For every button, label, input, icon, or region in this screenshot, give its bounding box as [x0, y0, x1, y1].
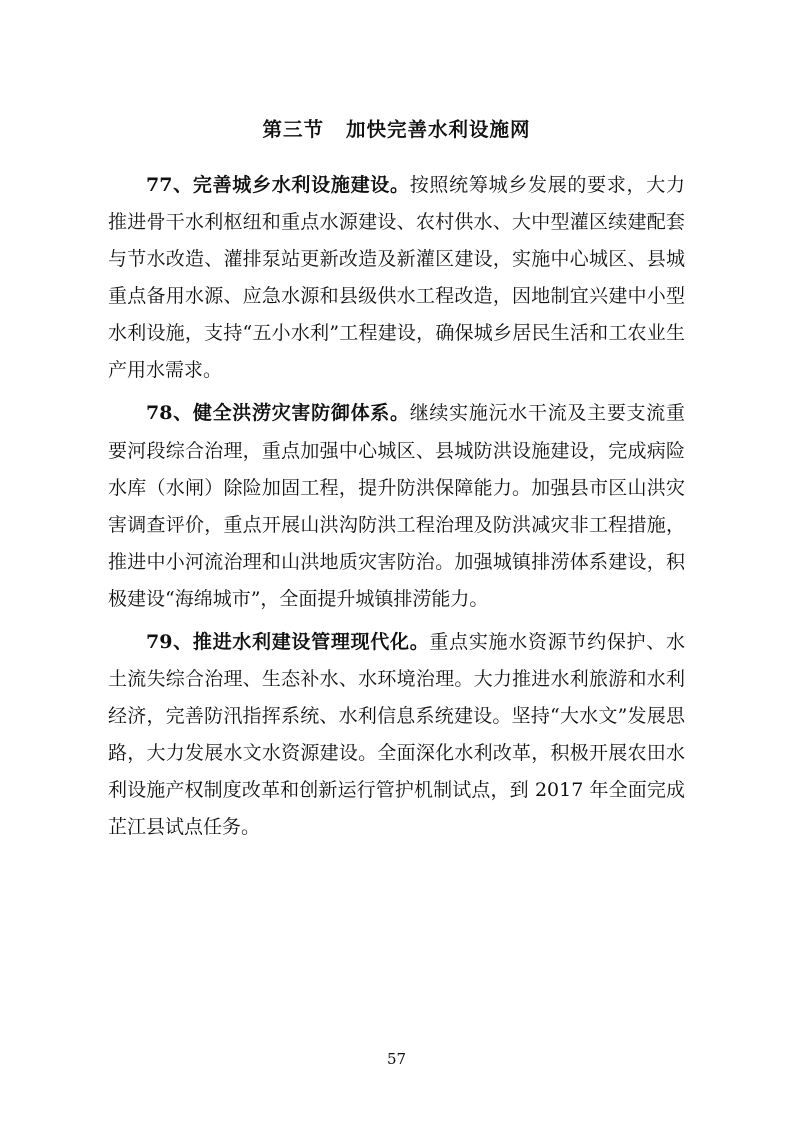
paragraph-79 — [108, 624, 685, 846]
page-number: 57 — [386, 1050, 407, 1068]
paragraph-77-body: 按照统筹城乡发展的要求，大力推进骨干水利枢纽和重点水源建设、农村供水、大中型灌区续建配套与节水改造、灌排泵站更新改造及新灌区建设，实施中心城区、县城重点备用水源、应急水源和县级供水工程改造，因地制宜兴建中小型水利设施，支持“五小水利”工程建设，确保城乡居民生活和工农业生产用水需求。 — [108, 174, 685, 382]
paragraph-78 — [108, 395, 685, 617]
section-heading — [108, 114, 685, 145]
section-heading-prefix: 第三节 — [262, 118, 324, 141]
section-heading-title: 加快完善水利设施网 — [346, 118, 531, 141]
paragraph-78-lead: 78、健全洪涝灾害防御体系。 — [146, 402, 410, 425]
paragraph-77-lead: 77、完善城乡水利设施建设。 — [146, 174, 410, 197]
paragraph-79-body: 重点实施水资源节约保护、水土流失综合治理、生态补水、水环境治理。大力推进水利旅游和水利经济，完善防汛指挥系统、水利信息系统建设。坚持“大水文”发展思路，大力发展水文水资源建设。全面深化水利改革，积极开展农田水利设施产权制度改革和创新运行管护机制试点，到 2017 年全面完成芷江县试点任务。 — [108, 630, 685, 838]
paragraph-78-body: 继续实施沅水干流及主要支流重要河段综合治理，重点加强中心城区、县城防洪设施建设，完成病险水库（水闸）除险加固工程，提升防洪保障能力。加强县市区山洪灾害调查评价，重点开展山洪沟防洪工程治理及防洪减灾非工程措施，推进中小河流治理和山洪地质灾害防治。加强城镇排涝体系建设，积极建设“海绵城市”，全面提升城镇排涝能力。 — [108, 402, 685, 610]
paragraph-79-lead: 79、推进水利建设管理现代化。 — [146, 630, 430, 653]
paragraph-77 — [108, 167, 685, 389]
